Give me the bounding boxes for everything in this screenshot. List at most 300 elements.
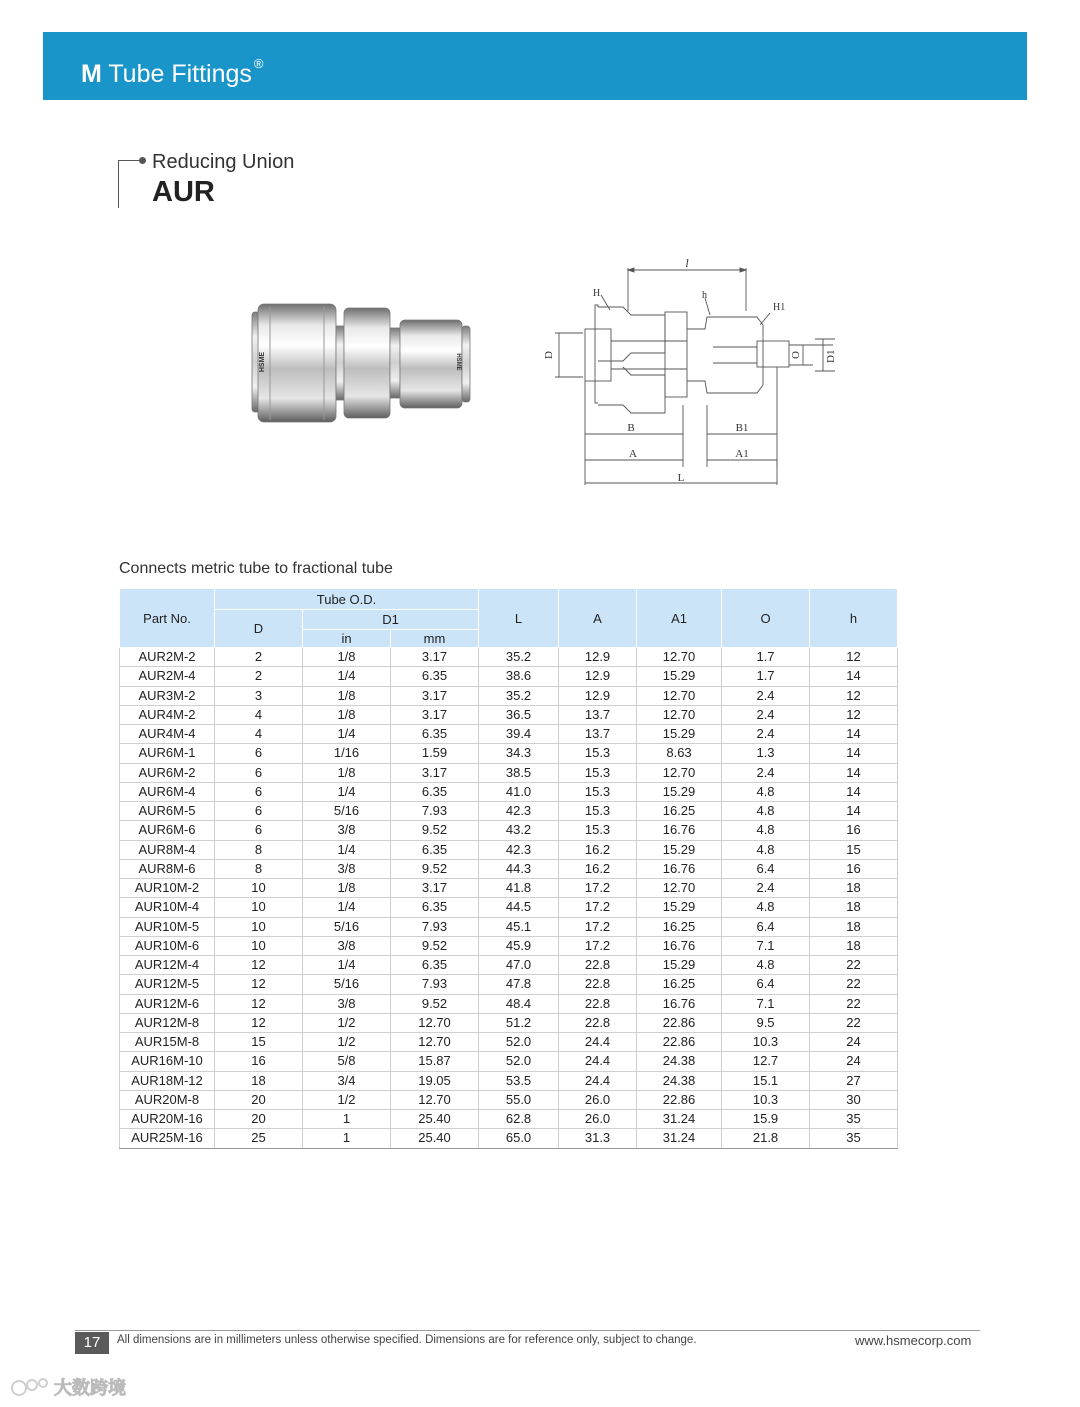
cell-a: 26.0 [559, 1090, 637, 1109]
cell-d1-in: 1/8 [303, 705, 391, 724]
bullet-icon [139, 157, 146, 164]
cell-a: 12.9 [559, 667, 637, 686]
cell-l: 42.3 [479, 840, 559, 859]
cell-d1-mm: 25.40 [391, 1110, 479, 1129]
cell-d1-in: 1/8 [303, 879, 391, 898]
header-mm: mm [391, 630, 479, 648]
cell-d1-mm: 12.70 [391, 1013, 479, 1032]
cell-part-no: AUR8M-6 [120, 859, 215, 878]
cell-part-no: AUR15M-8 [120, 1033, 215, 1052]
cell-h: 24 [810, 1052, 898, 1071]
table-row [120, 667, 898, 686]
cell-part-no: AUR4M-4 [120, 725, 215, 744]
cell-d1-mm: 19.05 [391, 1071, 479, 1090]
header-banner [43, 32, 1027, 100]
section-subtitle: Reducing Union [152, 151, 295, 173]
cell-o: 7.1 [722, 994, 810, 1013]
cell-o: 4.8 [722, 956, 810, 975]
cell-d: 12 [215, 1013, 303, 1032]
product-photo [250, 300, 475, 425]
cell-d1-in: 3/8 [303, 859, 391, 878]
cell-d: 3 [215, 686, 303, 705]
cell-d1-in: 1/4 [303, 840, 391, 859]
label-H: H [593, 288, 601, 299]
cell-d1-mm: 7.93 [391, 917, 479, 936]
cell-part-no: AUR2M-4 [120, 667, 215, 686]
cell-o: 15.1 [722, 1071, 810, 1090]
table-row [120, 821, 898, 840]
cell-h: 22 [810, 1013, 898, 1032]
cell-h: 14 [810, 763, 898, 782]
page-title [81, 56, 264, 89]
cell-d1-mm: 9.52 [391, 994, 479, 1013]
cell-a1: 16.76 [637, 859, 722, 878]
cell-d1-in: 1/4 [303, 667, 391, 686]
cell-d1-mm: 6.35 [391, 898, 479, 917]
cell-part-no: AUR10M-4 [120, 898, 215, 917]
cell-a1: 16.25 [637, 802, 722, 821]
cell-h: 35 [810, 1129, 898, 1148]
cell-part-no: AUR18M-12 [120, 1071, 215, 1090]
section-code: AUR [152, 176, 215, 208]
cell-part-no: AUR12M-8 [120, 1013, 215, 1032]
header-part-no: Part No. [120, 589, 215, 648]
cell-a1: 12.70 [637, 763, 722, 782]
cell-l: 45.1 [479, 917, 559, 936]
cell-o: 2.4 [722, 725, 810, 744]
cell-d1-in: 1 [303, 1110, 391, 1129]
label-O: O [790, 351, 802, 359]
cell-o: 2.4 [722, 763, 810, 782]
cell-a: 17.2 [559, 879, 637, 898]
cell-d1-mm: 6.35 [391, 667, 479, 686]
cell-a1: 15.29 [637, 667, 722, 686]
cell-l: 44.5 [479, 898, 559, 917]
cell-a1: 12.70 [637, 705, 722, 724]
cell-o: 4.8 [722, 840, 810, 859]
cell-a1: 24.38 [637, 1071, 722, 1090]
table-row [120, 1110, 898, 1129]
label-h: h [702, 290, 707, 301]
cell-o: 10.3 [722, 1033, 810, 1052]
cell-l: 35.2 [479, 648, 559, 667]
cell-d1-in: 1/2 [303, 1013, 391, 1032]
table-row [120, 840, 898, 859]
cell-l: 62.8 [479, 1110, 559, 1129]
footer-website: www.hsmecorp.com [855, 1333, 972, 1348]
cell-a: 26.0 [559, 1110, 637, 1129]
label-l: l [685, 256, 689, 270]
cell-part-no: AUR12M-5 [120, 975, 215, 994]
cell-a1: 8.63 [637, 744, 722, 763]
cell-part-no: AUR6M-5 [120, 802, 215, 821]
cell-d: 8 [215, 859, 303, 878]
table-row [120, 782, 898, 801]
table-row [120, 956, 898, 975]
cell-o: 10.3 [722, 1090, 810, 1109]
cell-a1: 12.70 [637, 648, 722, 667]
cell-d1-mm: 6.35 [391, 725, 479, 744]
cell-o: 21.8 [722, 1129, 810, 1148]
cell-d1-mm: 6.35 [391, 840, 479, 859]
cell-d1-mm: 9.52 [391, 821, 479, 840]
cell-a1: 16.25 [637, 975, 722, 994]
cell-part-no: AUR20M-8 [120, 1090, 215, 1109]
cell-o: 1.3 [722, 744, 810, 763]
label-A: A [629, 448, 637, 460]
cell-h: 35 [810, 1110, 898, 1129]
cell-a: 24.4 [559, 1033, 637, 1052]
label-B: B [627, 422, 635, 434]
cell-part-no: AUR12M-4 [120, 956, 215, 975]
cell-o: 1.7 [722, 648, 810, 667]
cell-a1: 15.29 [637, 840, 722, 859]
cell-l: 48.4 [479, 994, 559, 1013]
table-row [120, 744, 898, 763]
cell-h: 22 [810, 975, 898, 994]
cell-l: 36.5 [479, 705, 559, 724]
footer-divider [75, 1330, 980, 1331]
cell-l: 34.3 [479, 744, 559, 763]
table-row [120, 1013, 898, 1032]
cell-d1-in: 1 [303, 1129, 391, 1148]
table-row [120, 936, 898, 955]
cell-a1: 15.29 [637, 725, 722, 744]
cell-d: 6 [215, 802, 303, 821]
cell-l: 55.0 [479, 1090, 559, 1109]
header-d: D [215, 610, 303, 648]
cell-o: 6.4 [722, 917, 810, 936]
cell-d1-mm: 3.17 [391, 879, 479, 898]
cell-part-no: AUR16M-10 [120, 1052, 215, 1071]
cell-d: 20 [215, 1110, 303, 1129]
cell-d1-in: 1/8 [303, 763, 391, 782]
cell-a: 22.8 [559, 1013, 637, 1032]
cell-o: 6.4 [722, 859, 810, 878]
cell-d1-in: 3/8 [303, 821, 391, 840]
cell-a1: 16.76 [637, 994, 722, 1013]
label-D: D [543, 351, 555, 359]
table-row [120, 879, 898, 898]
table-row [120, 802, 898, 821]
cell-h: 14 [810, 725, 898, 744]
cell-d: 6 [215, 782, 303, 801]
cell-a1: 15.29 [637, 782, 722, 801]
cell-part-no: AUR12M-6 [120, 994, 215, 1013]
table-row [120, 917, 898, 936]
cell-a: 13.7 [559, 705, 637, 724]
header-tube-od: Tube O.D. [215, 589, 479, 610]
cell-a: 24.4 [559, 1052, 637, 1071]
watermark-logo [10, 1372, 150, 1402]
cell-a: 22.8 [559, 956, 637, 975]
table-row [120, 859, 898, 878]
cell-a: 31.3 [559, 1129, 637, 1148]
cell-o: 2.4 [722, 686, 810, 705]
table-row [120, 898, 898, 917]
cell-a: 13.7 [559, 725, 637, 744]
cell-d: 4 [215, 705, 303, 724]
cell-h: 18 [810, 898, 898, 917]
cell-d1-in: 1/4 [303, 725, 391, 744]
cell-d: 10 [215, 936, 303, 955]
cell-a1: 12.70 [637, 686, 722, 705]
cell-d1-in: 1/4 [303, 898, 391, 917]
cell-a: 15.3 [559, 782, 637, 801]
cell-h: 14 [810, 802, 898, 821]
label-H1: H1 [773, 302, 786, 313]
cell-l: 38.5 [479, 763, 559, 782]
cell-h: 24 [810, 1033, 898, 1052]
cell-l: 53.5 [479, 1071, 559, 1090]
cell-d1-mm: 9.52 [391, 936, 479, 955]
cell-l: 47.8 [479, 975, 559, 994]
cell-part-no: AUR6M-4 [120, 782, 215, 801]
cell-part-no: AUR20M-16 [120, 1110, 215, 1129]
cell-d1-in: 1/16 [303, 744, 391, 763]
title-text: Tube Fittings [108, 60, 252, 88]
cell-h: 14 [810, 782, 898, 801]
cell-d: 2 [215, 648, 303, 667]
cell-d1-in: 3/4 [303, 1071, 391, 1090]
cell-a1: 22.86 [637, 1090, 722, 1109]
cell-part-no: AUR3M-2 [120, 686, 215, 705]
cell-l: 47.0 [479, 956, 559, 975]
cell-l: 39.4 [479, 725, 559, 744]
table-row [120, 1071, 898, 1090]
cell-l: 41.8 [479, 879, 559, 898]
cell-d1-mm: 9.52 [391, 859, 479, 878]
cell-d1-mm: 7.93 [391, 802, 479, 821]
photo-marking: HSME [455, 353, 461, 371]
cell-o: 9.5 [722, 1013, 810, 1032]
cell-d: 6 [215, 821, 303, 840]
cell-a: 15.3 [559, 821, 637, 840]
cell-d1-mm: 3.17 [391, 648, 479, 667]
cell-d1-in: 5/16 [303, 802, 391, 821]
brand-letter: M [81, 60, 102, 88]
cell-d: 12 [215, 975, 303, 994]
cell-d: 16 [215, 1052, 303, 1071]
cell-a1: 15.29 [637, 898, 722, 917]
cell-d: 18 [215, 1071, 303, 1090]
cell-part-no: AUR10M-2 [120, 879, 215, 898]
table-row [120, 1052, 898, 1071]
header-a1 [637, 589, 722, 648]
cell-h: 27 [810, 1071, 898, 1090]
dimension-drawing [535, 255, 845, 490]
cell-part-no: AUR10M-6 [120, 936, 215, 955]
cell-l: 43.2 [479, 821, 559, 840]
cell-a: 15.3 [559, 802, 637, 821]
photo-marking: HSME [259, 351, 266, 373]
spec-table [119, 588, 898, 1149]
cell-d: 2 [215, 667, 303, 686]
cell-o: 2.4 [722, 705, 810, 724]
header-in: in [303, 630, 391, 648]
cell-l: 52.0 [479, 1033, 559, 1052]
table-row [120, 725, 898, 744]
header-o: O [722, 589, 810, 648]
cell-h: 30 [810, 1090, 898, 1109]
cell-part-no: AUR6M-6 [120, 821, 215, 840]
cell-a1: 22.86 [637, 1013, 722, 1032]
cell-d1-mm: 3.17 [391, 686, 479, 705]
header-d1: D1 [303, 610, 479, 630]
cell-l: 41.0 [479, 782, 559, 801]
cell-o: 2.4 [722, 879, 810, 898]
cell-part-no: AUR6M-1 [120, 744, 215, 763]
cell-h: 18 [810, 917, 898, 936]
cell-d1-in: 3/8 [303, 994, 391, 1013]
table-row [120, 705, 898, 724]
cell-d: 4 [215, 725, 303, 744]
cell-h: 12 [810, 705, 898, 724]
cell-d: 10 [215, 898, 303, 917]
cell-o: 6.4 [722, 975, 810, 994]
cell-a1: 31.24 [637, 1129, 722, 1148]
label-A1: A1 [735, 448, 749, 460]
cell-d: 8 [215, 840, 303, 859]
cell-l: 38.6 [479, 667, 559, 686]
cell-d1-in: 1/2 [303, 1090, 391, 1109]
label-B1: B1 [735, 422, 749, 434]
cell-o: 7.1 [722, 936, 810, 955]
cell-h: 16 [810, 821, 898, 840]
cell-d: 10 [215, 879, 303, 898]
table-row [120, 763, 898, 782]
cell-a1: 15.29 [637, 956, 722, 975]
cell-a: 24.4 [559, 1071, 637, 1090]
cell-a: 15.3 [559, 763, 637, 782]
cell-d: 12 [215, 994, 303, 1013]
cell-d1-mm: 15.87 [391, 1052, 479, 1071]
table-row [120, 1129, 898, 1148]
cell-l: 42.3 [479, 802, 559, 821]
cell-l: 52.0 [479, 1052, 559, 1071]
cell-a: 17.2 [559, 936, 637, 955]
cell-d1-mm: 12.70 [391, 1033, 479, 1052]
cell-d: 6 [215, 744, 303, 763]
cell-part-no: AUR2M-2 [120, 648, 215, 667]
cell-l: 44.3 [479, 859, 559, 878]
cell-d1-mm: 7.93 [391, 975, 479, 994]
cell-d1-in: 1/2 [303, 1033, 391, 1052]
cell-a: 17.2 [559, 898, 637, 917]
cell-l: 65.0 [479, 1129, 559, 1148]
table-row [120, 648, 898, 667]
label-L: L [677, 472, 685, 484]
cell-o: 15.9 [722, 1110, 810, 1129]
header-a1-text: A1 [671, 610, 687, 626]
spec-table-body [120, 648, 898, 1149]
cell-h: 18 [810, 879, 898, 898]
cell-a: 16.2 [559, 840, 637, 859]
cell-o: 4.8 [722, 802, 810, 821]
section-frame-line [118, 160, 119, 208]
cell-a: 12.9 [559, 686, 637, 705]
cell-h: 16 [810, 859, 898, 878]
label-D1: D1 [825, 349, 837, 363]
cell-o: 4.8 [722, 782, 810, 801]
cell-a1: 24.38 [637, 1052, 722, 1071]
cell-a1: 16.25 [637, 917, 722, 936]
cell-a: 17.2 [559, 917, 637, 936]
cell-d1-in: 1/8 [303, 686, 391, 705]
cell-l: 35.2 [479, 686, 559, 705]
table-row [120, 1090, 898, 1109]
watermark-text: 大数跨境 [54, 1378, 126, 1399]
section-frame-line [118, 160, 140, 161]
cell-d1-mm: 1.59 [391, 744, 479, 763]
cell-a1: 22.86 [637, 1033, 722, 1052]
cell-part-no: AUR8M-4 [120, 840, 215, 859]
cell-d1-mm: 3.17 [391, 763, 479, 782]
cell-o: 4.8 [722, 898, 810, 917]
cell-d: 10 [215, 917, 303, 936]
cell-a: 16.2 [559, 859, 637, 878]
cell-h: 14 [810, 667, 898, 686]
cell-d1-in: 1/4 [303, 782, 391, 801]
cell-d1-in: 5/8 [303, 1052, 391, 1071]
table-row [120, 994, 898, 1013]
cell-a: 12.9 [559, 648, 637, 667]
cell-l: 45.9 [479, 936, 559, 955]
cell-o: 12.7 [722, 1052, 810, 1071]
cell-l: 51.2 [479, 1013, 559, 1032]
cell-a1: 16.76 [637, 936, 722, 955]
cell-d1-mm: 25.40 [391, 1129, 479, 1148]
cell-d: 12 [215, 956, 303, 975]
cell-d1-in: 3/8 [303, 936, 391, 955]
cell-part-no: AUR6M-2 [120, 763, 215, 782]
cell-d1-mm: 6.35 [391, 956, 479, 975]
header-a: A [559, 589, 637, 648]
cell-d: 25 [215, 1129, 303, 1148]
cell-d1-mm: 12.70 [391, 1090, 479, 1109]
cell-a: 15.3 [559, 744, 637, 763]
cell-d: 6 [215, 763, 303, 782]
header-h: h [810, 589, 898, 648]
footer-note: All dimensions are in millimeters unless otherwise specified. Dimensions are for reference only, subject to change. [117, 1334, 697, 1346]
cell-a1: 16.76 [637, 821, 722, 840]
table-row [120, 975, 898, 994]
cell-d1-in: 1/4 [303, 956, 391, 975]
registered-mark: ® [253, 56, 264, 71]
cell-d1-in: 5/16 [303, 975, 391, 994]
cell-o: 4.8 [722, 821, 810, 840]
page-number: 17 [75, 1332, 109, 1354]
cell-h: 18 [810, 936, 898, 955]
cell-d1-mm: 6.35 [391, 782, 479, 801]
table-caption: Connects metric tube to fractional tube [119, 560, 393, 577]
cell-a: 22.8 [559, 994, 637, 1013]
table-row [120, 686, 898, 705]
cell-h: 22 [810, 956, 898, 975]
cell-part-no: AUR4M-2 [120, 705, 215, 724]
cell-h: 14 [810, 744, 898, 763]
cell-h: 12 [810, 648, 898, 667]
cell-part-no: AUR10M-5 [120, 917, 215, 936]
cell-a1: 31.24 [637, 1110, 722, 1129]
header-l: L [479, 589, 559, 648]
cell-d: 15 [215, 1033, 303, 1052]
cell-a1: 12.70 [637, 879, 722, 898]
cell-o: 1.7 [722, 667, 810, 686]
cell-d1-mm: 3.17 [391, 705, 479, 724]
table-row [120, 1033, 898, 1052]
cell-part-no: AUR25M-16 [120, 1129, 215, 1148]
